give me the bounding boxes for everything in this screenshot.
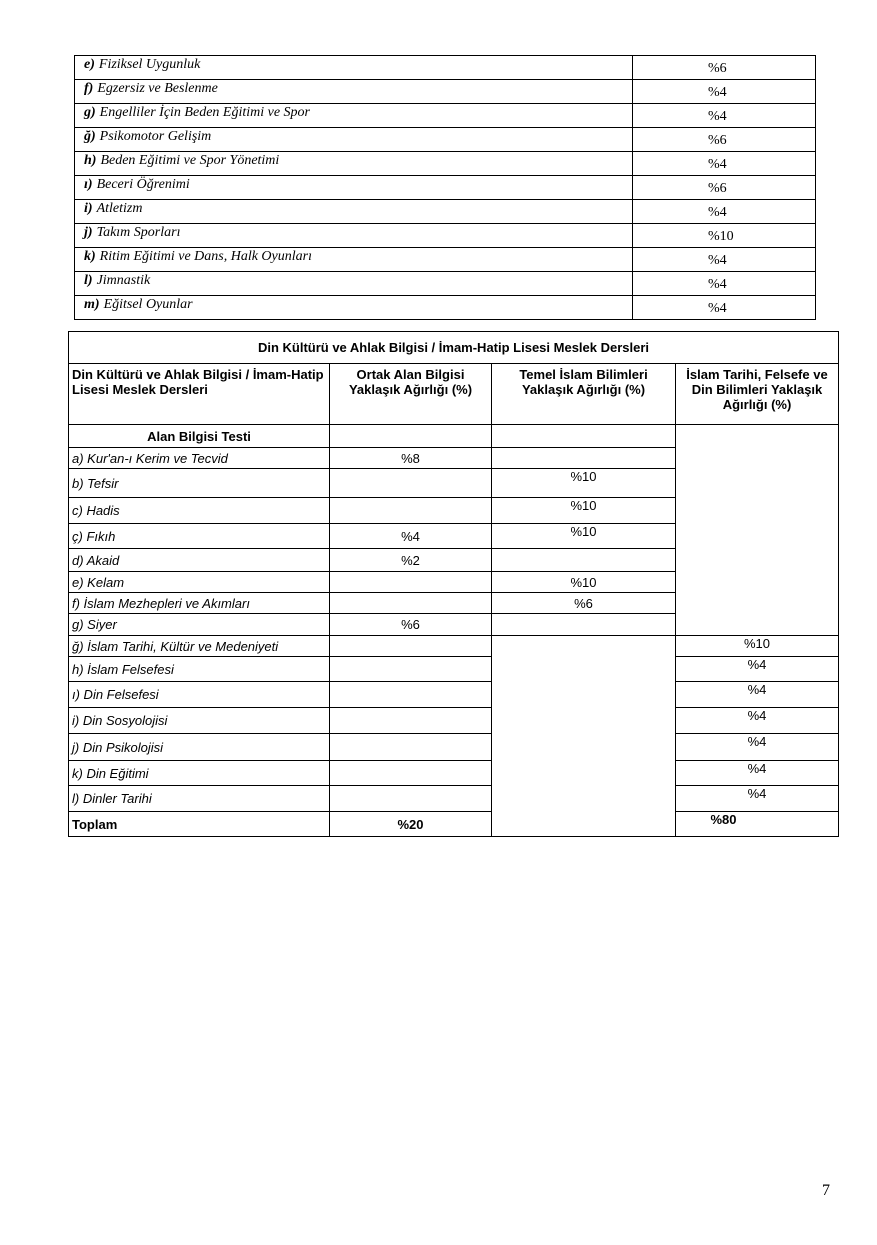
table1-row bbox=[75, 104, 816, 128]
table1-row bbox=[75, 248, 816, 272]
empty-cell bbox=[330, 425, 492, 448]
history-philosophy-weight: %10 bbox=[676, 636, 839, 657]
subject-name: ğ) İslam Tarihi, Kültür ve Medeniyeti bbox=[69, 636, 330, 657]
history-philosophy-weight: %4 bbox=[676, 657, 839, 682]
subject-name: Psikomotor Gelişim bbox=[99, 129, 212, 144]
total-combined-weight: %80 bbox=[676, 812, 839, 837]
table1-row bbox=[75, 80, 816, 104]
weight-cell: %4 bbox=[633, 80, 816, 104]
subject-cell bbox=[75, 104, 633, 128]
subject-cell bbox=[75, 56, 633, 80]
table1-row bbox=[75, 56, 816, 80]
history-philosophy-weight: %4 bbox=[676, 682, 839, 708]
common-weight bbox=[330, 498, 492, 524]
subject-letter: k) bbox=[84, 249, 96, 264]
subject-cell bbox=[75, 80, 633, 104]
common-weight bbox=[330, 593, 492, 614]
subject-name: Ritim Eğitimi ve Dans, Halk Oyunları bbox=[99, 249, 312, 264]
merged-empty-cell bbox=[492, 636, 676, 837]
common-weight bbox=[330, 734, 492, 761]
basic-weight: %10 bbox=[492, 524, 676, 549]
table1-body bbox=[75, 56, 816, 320]
subject-name: Egzersiz ve Beslenme bbox=[97, 81, 218, 96]
weight-cell: %6 bbox=[633, 56, 816, 80]
subject-letter: e) bbox=[84, 57, 95, 72]
weight-cell: %6 bbox=[633, 128, 816, 152]
subject-letter: f) bbox=[84, 81, 94, 96]
history-philosophy-weight: %4 bbox=[676, 734, 839, 761]
subject-cell bbox=[75, 248, 633, 272]
weight-cell: %10 bbox=[633, 224, 816, 248]
common-weight: %6 bbox=[330, 614, 492, 636]
common-weight bbox=[330, 572, 492, 593]
physical-education-subjects-table bbox=[74, 55, 816, 320]
subject-name: Beden Eğitimi ve Spor Yönetimi bbox=[100, 153, 280, 168]
page-number: 7 bbox=[822, 1182, 830, 1199]
subject-name: a) Kur'an-ı Kerim ve Tecvid bbox=[69, 448, 330, 469]
merged-empty-cell bbox=[676, 425, 839, 636]
history-philosophy-weight: %4 bbox=[676, 708, 839, 734]
header-basic-islamic-sciences-weight: Temel İslam Bilimleri Yaklaşık Ağırlığı (%) bbox=[492, 364, 676, 425]
subject-name: j) Din Psikolojisi bbox=[69, 734, 330, 761]
table1-row bbox=[75, 152, 816, 176]
common-weight bbox=[330, 682, 492, 708]
common-weight bbox=[330, 786, 492, 812]
subject-cell bbox=[75, 200, 633, 224]
subject-name: ç) Fıkıh bbox=[69, 524, 330, 549]
weight-cell: %6 bbox=[633, 176, 816, 200]
weight-cell: %4 bbox=[633, 296, 816, 320]
common-weight bbox=[330, 657, 492, 682]
empty-cell bbox=[492, 425, 676, 448]
basic-weight: %10 bbox=[492, 469, 676, 498]
subject-name: Jimnastik bbox=[96, 273, 151, 288]
header-islamic-history-philosophy-weight: İslam Tarihi, Felsefe ve Din Bilimleri Yaklaşık Ağırlığı (%) bbox=[676, 364, 839, 425]
subject-letter: j) bbox=[84, 225, 93, 240]
subject-cell bbox=[75, 224, 633, 248]
weight-cell: %4 bbox=[633, 152, 816, 176]
basic-weight: %10 bbox=[492, 498, 676, 524]
subject-name: f) İslam Mezhepleri ve Akımları bbox=[69, 593, 330, 614]
subject-cell bbox=[75, 128, 633, 152]
subject-name: g) Siyer bbox=[69, 614, 330, 636]
subject-letter: m) bbox=[84, 297, 100, 312]
subject-name: Engelliler İçin Beden Eğitimi ve Spor bbox=[99, 105, 310, 120]
subject-name: Eğitsel Oyunlar bbox=[103, 297, 193, 312]
subject-name: i) Din Sosyolojisi bbox=[69, 708, 330, 734]
header-common-field-weight: Ortak Alan Bilgisi Yaklaşık Ağırlığı (%) bbox=[330, 364, 492, 425]
subject-letter: l) bbox=[84, 273, 93, 288]
subject-letter: ğ) bbox=[84, 129, 96, 144]
subject-cell bbox=[75, 152, 633, 176]
subject-cell bbox=[75, 272, 633, 296]
common-weight bbox=[330, 469, 492, 498]
subject-letter: ı) bbox=[84, 177, 93, 192]
table1-row bbox=[75, 176, 816, 200]
subject-letter: g) bbox=[84, 105, 96, 120]
subject-name: b) Tefsir bbox=[69, 469, 330, 498]
common-weight bbox=[330, 636, 492, 657]
basic-weight: %10 bbox=[492, 572, 676, 593]
basic-weight bbox=[492, 448, 676, 469]
subject-cell bbox=[75, 176, 633, 200]
common-weight: %2 bbox=[330, 549, 492, 572]
header-subject: Din Kültürü ve Ahlak Bilgisi / İmam-Hatip Lisesi Meslek Dersleri bbox=[69, 364, 330, 425]
table1-row bbox=[75, 200, 816, 224]
subject-name: Atletizm bbox=[96, 201, 143, 216]
subject-name: e) Kelam bbox=[69, 572, 330, 593]
subject-name: Takım Sporları bbox=[96, 225, 181, 240]
subject-name: k) Din Eğitimi bbox=[69, 761, 330, 786]
common-weight: %8 bbox=[330, 448, 492, 469]
subject-name: c) Hadis bbox=[69, 498, 330, 524]
total-common-weight: %20 bbox=[330, 812, 492, 837]
subject-letter: i) bbox=[84, 201, 93, 216]
subject-name: ı) Din Felsefesi bbox=[69, 682, 330, 708]
total-label: Toplam bbox=[69, 812, 330, 837]
table2-title: Din Kültürü ve Ahlak Bilgisi / İmam-Hatip Lisesi Meslek Dersleri bbox=[69, 332, 839, 364]
table1-row bbox=[75, 272, 816, 296]
weight-cell: %4 bbox=[633, 200, 816, 224]
table1-row bbox=[75, 296, 816, 320]
weight-cell: %4 bbox=[633, 248, 816, 272]
section-label-field-knowledge-test: Alan Bilgisi Testi bbox=[69, 425, 330, 448]
subject-name: d) Akaid bbox=[69, 549, 330, 572]
common-weight bbox=[330, 761, 492, 786]
subject-name: l) Dinler Tarihi bbox=[69, 786, 330, 812]
common-weight bbox=[330, 708, 492, 734]
subject-name: h) İslam Felsefesi bbox=[69, 657, 330, 682]
subject-name: Beceri Öğrenimi bbox=[96, 177, 190, 192]
subject-name: Fiziksel Uygunluk bbox=[98, 57, 201, 72]
religious-studies-weights-table bbox=[68, 331, 839, 837]
history-philosophy-weight: %4 bbox=[676, 786, 839, 812]
basic-weight bbox=[492, 614, 676, 636]
common-weight: %4 bbox=[330, 524, 492, 549]
history-philosophy-weight: %4 bbox=[676, 761, 839, 786]
table1-row bbox=[75, 224, 816, 248]
weight-cell: %4 bbox=[633, 104, 816, 128]
basic-weight: %6 bbox=[492, 593, 676, 614]
basic-weight bbox=[492, 549, 676, 572]
weight-cell: %4 bbox=[633, 272, 816, 296]
table1-row bbox=[75, 128, 816, 152]
subject-cell bbox=[75, 296, 633, 320]
subject-letter: h) bbox=[84, 153, 97, 168]
